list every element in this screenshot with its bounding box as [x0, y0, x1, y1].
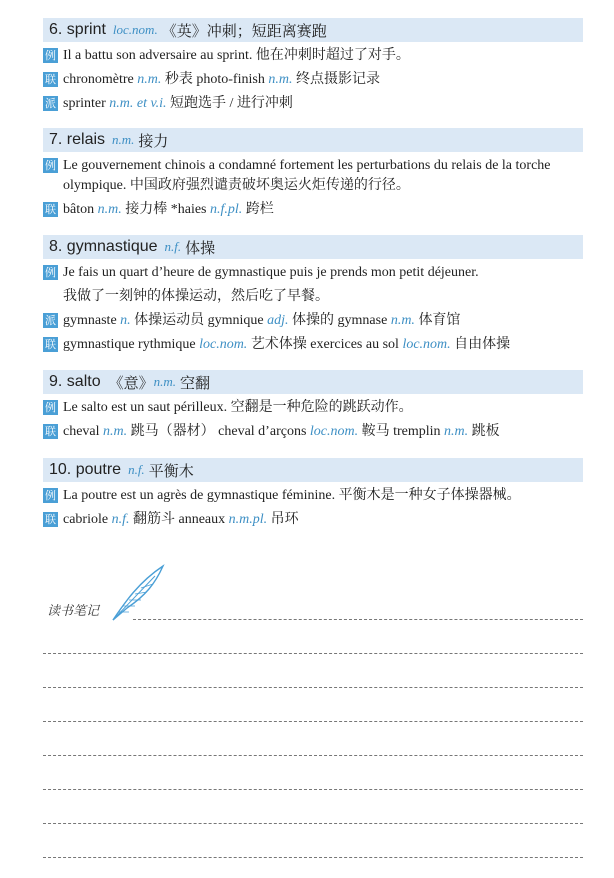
line-text [63, 287, 583, 307]
grammar-label: n.m. [103, 424, 128, 439]
text-segment: Il a battu son adversaire au sprint. 他在冲刺时超过了对手。 [63, 48, 410, 63]
entry-pos: n.m. [153, 374, 176, 389]
text-segment: Le salto est un saut périlleux. 空翻是一种危险的跳跃动作。 [63, 400, 413, 415]
entry-headword: 7. relais [49, 131, 106, 148]
line-text [63, 311, 583, 331]
text-segment: gymnastique rythmique [63, 337, 200, 352]
grammar-label: n.m.pl. [228, 512, 268, 527]
note-line[interactable] [43, 687, 583, 688]
vocab-entry [43, 128, 583, 220]
grammar-label: loc.nom. [199, 337, 248, 352]
text-segment: chronomètre [63, 72, 138, 87]
text-segment: Je fais un quart d’heure de gymnastique puis je prends mon petit déjeuner. [63, 265, 479, 280]
entry-line [43, 70, 583, 90]
entry-line [43, 311, 583, 331]
line-text [63, 156, 583, 196]
entry-headword: 8. gymnastique [49, 238, 158, 255]
grammar-label: n.m. et v.i. [109, 96, 167, 111]
text-segment: bâton [63, 202, 98, 217]
entry-line [43, 200, 583, 220]
derived-tag: 派 [45, 97, 56, 110]
grammar-label: n.f.pl. [210, 202, 243, 217]
entry-headword: 9. salto [49, 373, 101, 390]
entry-line [43, 94, 583, 114]
note-line[interactable] [133, 619, 583, 620]
entry-pos: n.m. [112, 132, 135, 147]
entry-line [43, 486, 583, 506]
entry-line [43, 335, 583, 355]
note-line[interactable] [43, 755, 583, 756]
text-segment: 翻筋斗 anneaux [129, 512, 229, 527]
entry-header [43, 18, 583, 42]
text-segment: 短跑选手 / 进行冲刺 [166, 96, 293, 111]
entry-line [43, 287, 583, 307]
example-tag: 例 [45, 401, 56, 414]
entry-headword: 10. poutre [49, 461, 122, 478]
related-tag: 联 [45, 425, 56, 438]
entry-line [43, 422, 583, 442]
grammar-label: n.m. [97, 202, 122, 217]
entry-pos: loc.nom. [112, 22, 158, 37]
line-text [63, 263, 583, 283]
line-text [63, 94, 583, 114]
text-segment: 自由体操 [450, 337, 511, 352]
entry-translation: 平衡木 [148, 461, 194, 480]
line-text [63, 510, 583, 530]
related-tag: 联 [45, 73, 56, 86]
related-tag: 联 [45, 513, 56, 526]
text-segment: 体操运动员 gymnique [130, 313, 268, 328]
vocab-entry [43, 370, 583, 442]
example-tag: 例 [45, 489, 56, 502]
note-line[interactable] [43, 721, 583, 722]
entry-line [43, 398, 583, 418]
text-segment: 跨栏 [242, 202, 274, 217]
line-text [63, 200, 583, 220]
entry-line [43, 263, 583, 283]
entry-line [43, 156, 583, 196]
entry-translation: 空翻 [180, 373, 211, 392]
grammar-label: loc.nom. [309, 424, 359, 439]
grammar-label: n. [120, 313, 131, 328]
notes-label: 读书笔记 [47, 604, 100, 619]
entry-line [43, 510, 583, 530]
note-line[interactable] [43, 653, 583, 654]
entry-header [43, 458, 583, 482]
note-line[interactable] [43, 789, 583, 790]
text-segment: sprinter [63, 96, 110, 111]
line-text [63, 486, 583, 506]
entry-translation: 《英》冲刺；短距离赛跑 [161, 21, 327, 40]
text-segment: 秒表 photo-finish [161, 72, 269, 87]
entry-pos: n.f. [164, 239, 182, 254]
text-segment: 我做了一刻钟的体操运动，然后吃了早餐。 [63, 289, 329, 304]
example-tag: 例 [45, 159, 56, 172]
grammar-label: n.f. [111, 512, 130, 527]
entry-translation: 接力 [138, 131, 169, 150]
line-text [63, 70, 583, 90]
line-text [63, 398, 583, 418]
text-segment: 接力棒 *haies [121, 202, 210, 217]
grammar-label: loc.nom. [402, 337, 451, 352]
text-segment: 体操的 gymnase [288, 313, 391, 328]
entry-headword: 6. sprint [49, 21, 106, 38]
vocab-entry [43, 18, 583, 114]
grammar-label: adj. [267, 313, 289, 328]
entry-origin: 《意》 [108, 373, 154, 392]
related-tag: 联 [45, 203, 56, 216]
entry-pos: n.f. [128, 462, 145, 477]
text-segment: 跳板 [468, 424, 500, 439]
related-tag: 联 [45, 338, 56, 351]
text-segment: gymnaste [63, 313, 121, 328]
text-segment: 体育馆 [414, 313, 461, 328]
text-segment: cheval [63, 424, 104, 439]
entry-header [43, 370, 583, 394]
text-segment: La poutre est un agrès de gymnastique féminine. 平衡木是一种女子体操器械。 [63, 488, 521, 503]
entry-header [43, 128, 583, 152]
example-tag: 例 [45, 49, 56, 62]
grammar-label: n.m. [390, 313, 415, 328]
text-segment: 艺术体操 exercices au sol [247, 337, 403, 352]
grammar-label: n.m. [444, 424, 469, 439]
entry-line [43, 46, 583, 66]
text-segment: Le gouvernement chinois a condamné fortement les perturbations du relais de la torche olympique. 中国政府强烈谴责破坏奥运火炬传递的行径。 [63, 158, 551, 193]
grammar-label: n.m. [137, 72, 162, 87]
derived-tag: 派 [45, 314, 56, 327]
text-segment: 跳马（器材） cheval d’arçons [127, 424, 310, 439]
example-tag: 例 [45, 266, 56, 279]
entry-translation: 体操 [185, 238, 216, 257]
text-segment: 终点摄影记录 [292, 72, 380, 87]
vocab-entry [43, 458, 583, 530]
feather-quill-icon [105, 562, 167, 624]
text-segment: 吊环 [267, 512, 299, 527]
text-segment: cabriole [63, 512, 112, 527]
line-text [63, 46, 583, 66]
line-text [63, 335, 583, 355]
vocab-entry [43, 235, 583, 355]
reading-notes-area [43, 562, 583, 872]
text-segment: 鞍马 tremplin [358, 424, 445, 439]
note-line[interactable] [43, 857, 583, 858]
line-text [63, 422, 583, 442]
note-line[interactable] [43, 823, 583, 824]
entry-header [43, 235, 583, 259]
grammar-label: n.m. [268, 72, 293, 87]
